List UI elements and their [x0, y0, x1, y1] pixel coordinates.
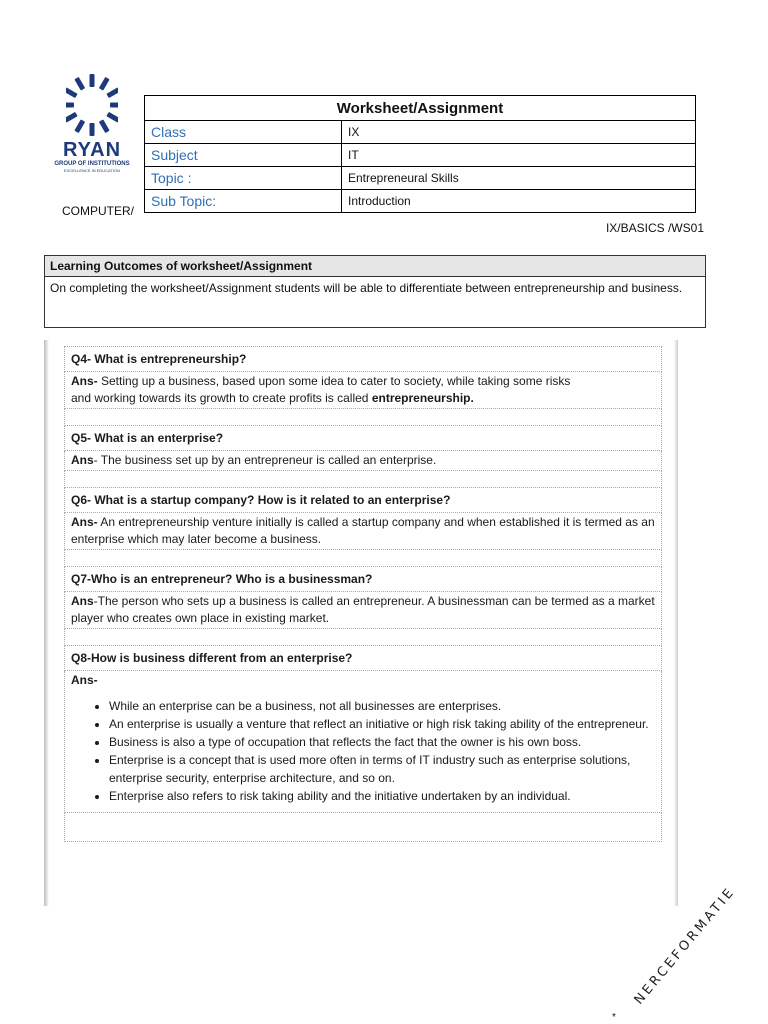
- dept-label: COMPUTER/: [62, 204, 134, 218]
- spacer-row: [65, 409, 662, 426]
- answer-q4: [65, 372, 662, 409]
- table-row: [145, 190, 696, 213]
- sunburst-icon: [66, 72, 118, 138]
- scan-edge-left: [44, 340, 49, 906]
- qa-section: [44, 340, 678, 906]
- worksheet-header-table: [144, 95, 696, 213]
- worksheet-code: IX/BASICS /WS01: [605, 221, 704, 235]
- question-q4: Q4- What is entrepreneurship?: [65, 347, 662, 372]
- answer-bold-term: entrepreneurship.: [371, 391, 474, 405]
- logo-group: GROUP OF INSTITUTIONS: [54, 161, 130, 167]
- answer-label: Ans-: [71, 374, 98, 388]
- list-item: • Enterprise also refers to risk taking ability and the initiative undertaken by an individual.: [109, 787, 655, 805]
- answer-q6: [65, 513, 662, 550]
- subtopic-label: Sub Topic:: [145, 190, 342, 213]
- answer-text: - The business set up by an entrepreneur is called an enterprise.: [93, 453, 437, 467]
- question-q6: Q6- What is a startup company? How is it related to an enterprise?: [65, 488, 662, 513]
- topic-label: Topic :: [145, 167, 342, 190]
- answer-q8: [65, 671, 662, 813]
- answer-text: and working towards its growth to create profits is called: [71, 391, 372, 405]
- answer-text: An entrepreneurship venture initially is called a startup company and when established it is termed as an enterprise which may later become a business.: [71, 515, 655, 546]
- footer-mark: *: [612, 1012, 616, 1023]
- answer-label: Ans-: [71, 673, 98, 687]
- question-q7: Q7-Who is an entrepreneur? Who is a businessman?: [65, 567, 662, 592]
- learning-outcomes-text: On completing the worksheet/Assignment students will be able to differentiate between entrepreneurship and business.: [50, 281, 683, 295]
- answer-bullet-list: [71, 697, 655, 805]
- answer-text: Setting up a business, based upon some idea to cater to society, while taking some risks: [97, 374, 571, 388]
- logo-tagline: EXCELLENCE IN EDUCATION: [64, 168, 120, 173]
- subject-label: Subject: [145, 144, 342, 167]
- table-row: [145, 167, 696, 190]
- answer-label: Ans-: [71, 515, 98, 529]
- answer-q7: [65, 592, 662, 629]
- subtopic-value: Introduction: [342, 190, 696, 213]
- question-q5: Q5- What is an enterprise?: [65, 426, 662, 451]
- answer-label: Ans: [71, 594, 94, 608]
- spacer-row: [65, 629, 662, 646]
- spacer-row: [65, 550, 662, 567]
- table-row: [145, 144, 696, 167]
- list-item: • Enterprise is a concept that is used more often in terms of IT industry such as enterprise solutions, enterprise security, enterprise architecture, and so on.: [109, 751, 655, 787]
- scan-edge-right: [674, 340, 678, 906]
- qa-table: [64, 346, 662, 842]
- learning-outcomes-box: [44, 255, 706, 328]
- table-row: [145, 121, 696, 144]
- answer-text: -The person who sets up a business is called an entrepreneur. A businessman can be termed as a market player who creates own place in existing market.: [71, 594, 655, 625]
- watermark-stamp: [630, 855, 768, 1015]
- school-logo: [52, 72, 132, 174]
- topic-value: Entrepreneural Skills: [342, 167, 696, 190]
- class-label: Class: [145, 121, 342, 144]
- question-q8: Q8-How is business different from an enterprise?: [65, 646, 662, 671]
- answer-label: Ans: [71, 453, 94, 467]
- svg-text:NERCEFORMATIE: NERCEFORMATIE: [631, 884, 739, 1008]
- list-item: • An enterprise is usually a venture that reflect an initiative or high risk taking ability of the entrepreneur.: [109, 715, 655, 733]
- class-value: IX: [342, 121, 696, 144]
- logo-brand: RYAN: [62, 139, 122, 161]
- answer-q5: [65, 451, 662, 471]
- list-item: • While an enterprise can be a business, not all businesses are enterprises.: [109, 697, 655, 715]
- subject-value: IT: [342, 144, 696, 167]
- spacer-row: [65, 813, 662, 842]
- worksheet-title: Worksheet/Assignment: [145, 96, 696, 121]
- list-item: • Business is also a type of occupation that reflects the fact that the owner is his own boss.: [109, 733, 655, 751]
- spacer-row: [65, 471, 662, 488]
- learning-outcomes-heading: Learning Outcomes of worksheet/Assignment: [45, 256, 705, 277]
